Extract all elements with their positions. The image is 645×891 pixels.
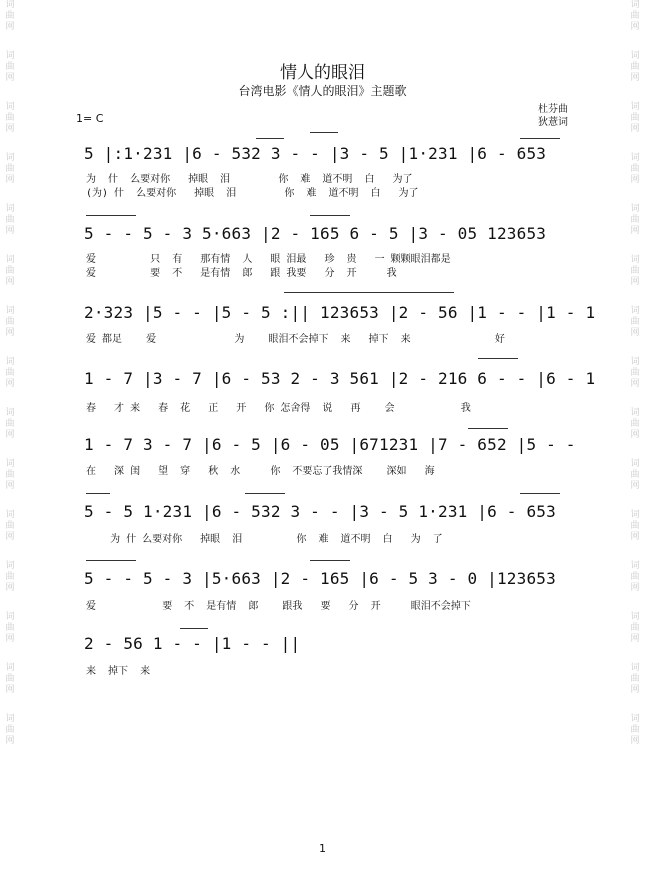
lyrics-line-8: 来 掉下 来	[86, 666, 151, 677]
lyrics-line-1a: 为 什 么要对你 掉眼 泪 你 难 道不明 白 为了	[86, 174, 413, 185]
slur	[86, 215, 136, 216]
notation-line-6: 5 - 5 1·231 |6 - 532 3 - - |3 - 5 1·231 |6 - 653	[84, 502, 556, 521]
slur	[310, 560, 350, 561]
slur	[86, 493, 110, 494]
song-title: 情人的眼泪	[280, 63, 365, 83]
slur	[180, 628, 208, 629]
song-subtitle: 台湾电影《情人的眼泪》主题歌	[238, 84, 407, 98]
notation-line-3: 2·323 |5 - - |5 - 5 :|| 123653 |2 - 56 |1 - - |1 - 1	[84, 303, 596, 322]
lyrics-line-7: 爱 要 不 是有情 郎 跟我 要 分 开 眼泪不会掉下	[86, 601, 471, 612]
slur	[478, 358, 518, 359]
notation-line-8: 2 - 56 1 - - |1 - - ||	[84, 634, 301, 653]
lyrics-line-2a: 爱 只 有 那有情 人 眼 泪最 珍 贵 一 颗颗眼泪都是	[86, 254, 451, 265]
notation-line-7: 5 - - 5 - 3 |5·663 |2 - 165 |6 - 5 3 - 0 |123653	[84, 569, 556, 588]
key-signature: 1= C	[76, 112, 104, 125]
repeat-ending-bracket	[284, 292, 454, 293]
slur	[310, 132, 338, 133]
notation-line-5: 1 - 7 3 - 7 |6 - 5 |6 - 05 |671231 |7 - 652 |5 - -	[84, 435, 576, 454]
slur	[468, 428, 508, 429]
watermark-right: 词曲网 词曲网 词曲网 词曲网 词曲网 词曲网 词曲网 词曲网 词曲网 词曲网 词曲网 词曲网 词曲网 词曲网 词曲网	[630, 0, 640, 746]
notation-line-4: 1 - 7 |3 - 7 |6 - 53 2 - 3 561 |2 - 216 6 - - |6 - 1	[84, 369, 596, 388]
notation-line-1: 5 |:1·231 |6 - 532 3 - - |3 - 5 |1·231 |6 - 653	[84, 144, 547, 163]
lyrics-line-4: 春 才 来 春 花 正 开 你 怎舍得 说 再 会 我	[86, 403, 471, 414]
slur	[310, 215, 350, 216]
composer-credit: 杜芬曲	[538, 104, 568, 115]
notation-line-2: 5 - - 5 - 3 5·663 |2 - 165 6 - 5 |3 - 05 123653	[84, 224, 547, 243]
slur	[86, 560, 136, 561]
page-number: 1	[319, 842, 326, 855]
slur	[256, 138, 284, 139]
lyrics-line-3: 爱 都足 爱 为 眼泪不会掉下 来 掉下 来 好	[86, 334, 505, 345]
lyrics-line-1b: (为) 什 么要对你 掉眼 泪 你 难 道不明 白 为了	[86, 188, 419, 199]
slur	[245, 493, 285, 494]
watermark-left: 词曲网 词曲网 词曲网 词曲网 词曲网 词曲网 词曲网 词曲网 词曲网 词曲网 词曲网 词曲网 词曲网 词曲网 词曲网	[5, 0, 15, 746]
slur	[520, 493, 560, 494]
lyrics-line-5: 在 深 闺 望 穿 秋 水 你 不要忘了我情深 深如 海	[86, 466, 435, 477]
slur	[520, 138, 560, 139]
lyrics-line-6: 为 什 么要对你 掉眼 泪 你 难 道不明 白 为 了	[86, 534, 443, 545]
lyricist-credit: 狄薏词	[538, 117, 568, 128]
lyrics-line-2b: 爱 要 不 是有情 郎 跟 我要 分 开 我	[86, 268, 397, 279]
